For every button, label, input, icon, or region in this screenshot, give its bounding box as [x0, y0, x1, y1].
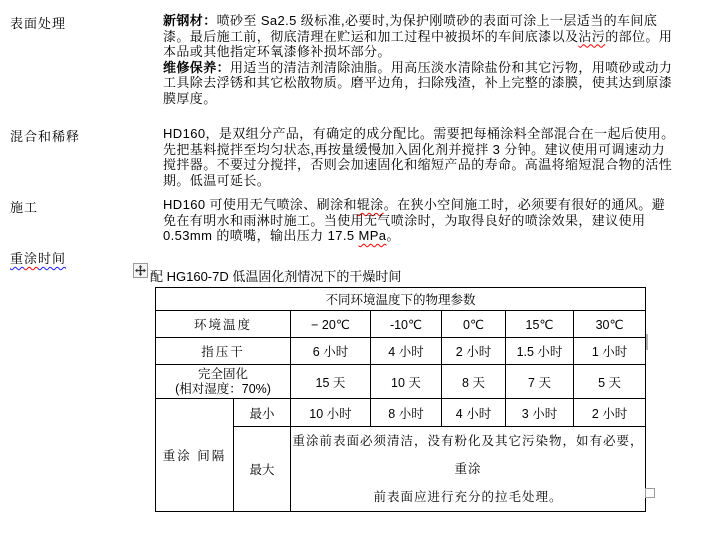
recoat-max-note-line2: 前表面应进行充分的拉毛处理。 [373, 490, 563, 504]
text-segment: 沾污 [578, 28, 606, 44]
text-line [163, 228, 719, 244]
text-line [163, 91, 719, 107]
paragraph-mixing-thinning [163, 126, 719, 188]
temperature-cell: -10℃ [371, 311, 442, 338]
text-segment: 维修保养： [163, 59, 231, 75]
text-cursor [646, 334, 648, 350]
section-label-recoat-time [10, 248, 66, 267]
touch-dry-cell: 4 小时 [371, 338, 442, 365]
text-line [163, 60, 719, 76]
text-line [163, 75, 719, 91]
table-row [156, 311, 646, 338]
text-segment: 免在有明水和雨淋时施工。当使用无气喷涂时，为取得良好的喷涂效果，建议使用 [163, 212, 646, 228]
text-segment: HD160 可使用无气喷涂、刷涂和 [163, 197, 357, 212]
section-label-mixing-thinning: 混合和稀释 [10, 129, 81, 144]
full-cure-label-line2: (相对湿度：70%) [175, 381, 271, 396]
text-segment: 本品或其他指定环氧漆修补损坏部分。 [163, 44, 391, 60]
table-span-header: 不同环境温度下的物理参数 [156, 288, 646, 311]
text-segment: 期。低温可延长。 [163, 172, 271, 188]
recoat-min-cell: 3 小时 [506, 399, 574, 427]
text-segment: 搅拌器。不要过分搅拌，否则会加速固化和缩短产品的寿命。高温将缩短混合物的活性 [163, 157, 673, 173]
recoat-min-label: 最小 [234, 399, 291, 427]
text-line [163, 142, 719, 158]
four-arrows-icon [135, 265, 146, 276]
touch-dry-cell: 2 小时 [442, 338, 506, 365]
text-line [163, 126, 719, 142]
recoat-min-cell: 2 小时 [574, 399, 646, 427]
recoat-min-cell: 10 小时 [291, 399, 371, 427]
table-row [156, 399, 646, 427]
paragraph-application [163, 197, 719, 244]
table-row [156, 288, 646, 311]
text-segment: 用适当的清洁剂清除油脂。用高压淡水清除盐份和其它污物，用喷砂或动力 [230, 59, 673, 75]
text-segment: 工具除去浮锈和其它松散物质。磨平边角，扫除残渣，补上完整的漆膜，使其达到原漆 [163, 75, 673, 91]
text-line [163, 173, 719, 189]
full-cure-cell: 15 天 [291, 365, 371, 399]
table-row [156, 365, 646, 399]
row-label-full-cure [156, 365, 291, 399]
touch-dry-cell: 1 小时 [574, 338, 646, 365]
text-segment: 新钢材： [163, 13, 217, 28]
recoat-max-label: 最大 [234, 427, 291, 512]
text-line [163, 157, 719, 173]
table-move-handle-icon[interactable] [133, 263, 148, 278]
recoat-max-note-line1: 重涂前表面必须清洁，没有粉化及其它污染物，如有必要，重涂 [292, 434, 644, 476]
section-label-application: 施工 [10, 200, 39, 215]
drying-time-table [155, 287, 646, 512]
text-segment: 膜厚度。 [163, 90, 217, 106]
text-line [163, 44, 719, 60]
text-segment: 。在狭小空间施工时，必须要有很好的通风。避 [383, 197, 666, 212]
recoat-min-cell: 4 小时 [442, 399, 506, 427]
row-label-ambient-temperature: 环境温度 [156, 311, 291, 338]
text-line [163, 13, 719, 29]
text-line [163, 213, 719, 229]
recoat-max-note [291, 427, 646, 512]
text-segment: 0.53mm 的喷嘴，输出压力 17.5 [163, 228, 359, 244]
row-label-touch-dry: 指压干 [156, 338, 291, 365]
text-segment: 漆。最后施工前，彻底清理在贮运和加工过程中被损坏的车间底漆以及 [163, 28, 579, 44]
text-segment: 重 [10, 251, 25, 266]
row-label-recoat-interval: 重涂 间隔 [156, 399, 234, 512]
table-resize-handle-icon[interactable] [645, 488, 655, 498]
table-row [156, 338, 646, 365]
full-cure-cell: 8 天 [442, 365, 506, 399]
temperature-cell: − 20℃ [291, 311, 371, 338]
touch-dry-cell: 1.5 小时 [506, 338, 574, 365]
temperature-cell: 15℃ [506, 311, 574, 338]
text-line [163, 197, 719, 213]
full-cure-label-line1: 完全固化 [197, 366, 248, 381]
touch-dry-cell: 6 小时 [291, 338, 371, 365]
full-cure-cell: 5 天 [574, 365, 646, 399]
text-segment: 的部位。用 [605, 28, 673, 44]
text-segment: HD160，是双组分产品，有确定的成分配比。需要把每桶涂料全部混合在一起后使用。 [163, 126, 675, 141]
text-segment: 。 [386, 228, 400, 244]
text-segment: 时间 [38, 251, 67, 266]
text-line [163, 29, 719, 45]
text-segment: 喷砂至 Sa2.5 级标准,必要时,为保护刚喷砂的表面可涂上一层适当的车间底 [216, 13, 658, 28]
recoat-min-cell: 8 小时 [371, 399, 442, 427]
temperature-cell: 30℃ [574, 311, 646, 338]
text-segment: MPa [358, 228, 387, 244]
full-cure-cell: 7 天 [506, 365, 574, 399]
text-segment: 辊涂 [356, 197, 384, 212]
text-segment: 先把基料搅拌至均匀状态,再按量缓慢加入固化剂并搅拌 3 分钟。建议使用可调速动力 [163, 141, 666, 157]
full-cure-cell: 10 天 [371, 365, 442, 399]
text-segment: 涂 [24, 251, 39, 266]
temperature-cell: 0℃ [442, 311, 506, 338]
table-caption: 配 HG160-7D 低温固化剂情况下的干燥时间 [150, 269, 402, 284]
paragraph-surface-treatment [163, 13, 719, 107]
section-label-surface-treatment: 表面处理 [10, 16, 67, 31]
